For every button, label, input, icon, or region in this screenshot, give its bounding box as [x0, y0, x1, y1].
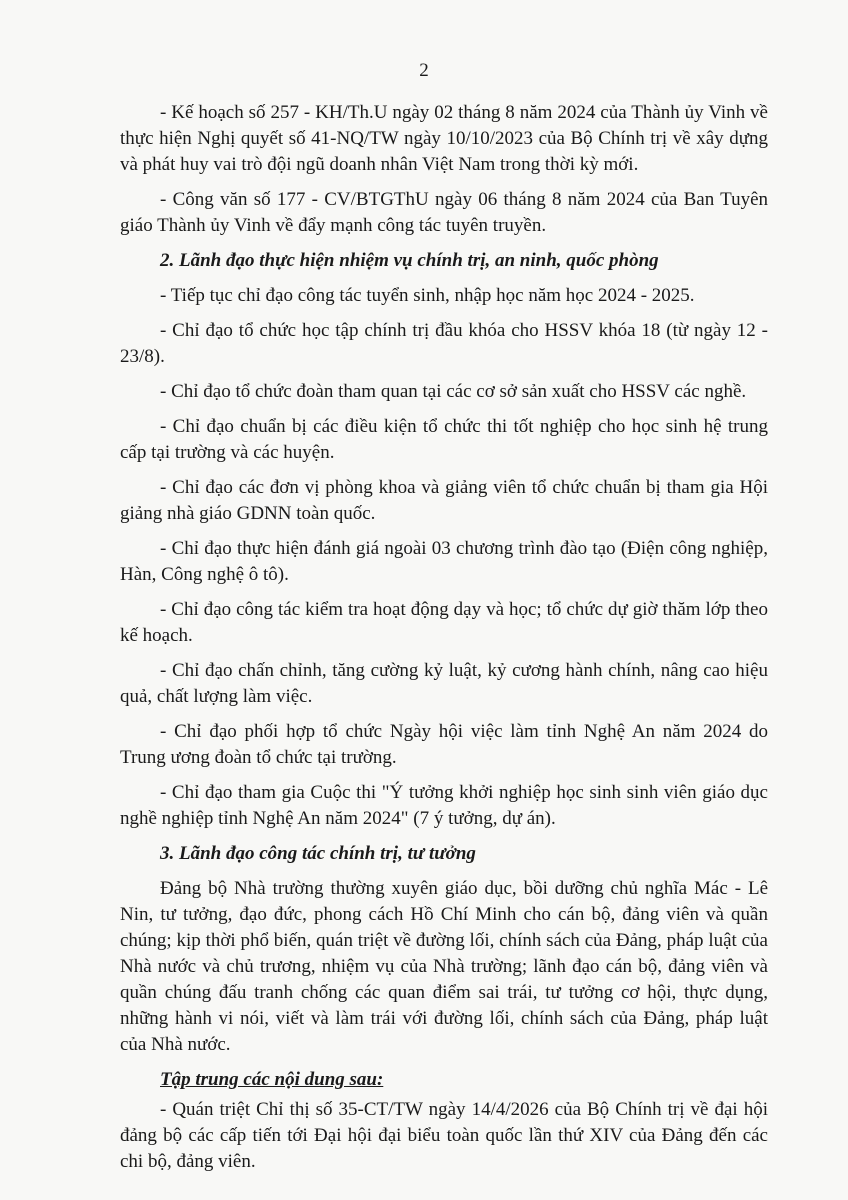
- section-number: 3.: [160, 843, 175, 864]
- list-item: - Chỉ đạo tổ chức học tập chính trị đầu khóa cho HSSV khóa 18 (từ ngày 12 - 23/8).: [120, 320, 768, 367]
- list-item: - Chỉ đạo phối hợp tổ chức Ngày hội việc làm tỉnh Nghệ An năm 2024 do Trung ương đoàn tổ chức tại trường.: [120, 721, 768, 768]
- focus-heading: Tập trung các nội dung sau:: [160, 1069, 384, 1090]
- list-item: - Chỉ đạo các đơn vị phòng khoa và giảng viên tổ chức chuẩn bị tham gia Hội giảng nhà giáo GDNN toàn quốc.: [120, 477, 768, 524]
- section-title: Lãnh đạo công tác chính trị, tư tưởng: [179, 843, 476, 864]
- paragraph: Đảng bộ Nhà trường thường xuyên giáo dục, bồi dưỡng chủ nghĩa Mác - Lê Nin, tư tưởng, đạo đức, phong cách Hồ Chí Minh cho cán bộ, đảng viên và quần chúng; kịp thời phổ biến, quán triệt về đường lối, chính sách của Đảng, pháp luật của Nhà nước và chủ trương, nhiệm vụ của Nhà trường; lãnh đạo cán bộ, đảng viên và quần chúng đấu tranh chống các quan điểm sai trái, tư tưởng cơ hội, thực dụng, những hành vi nói, viết và làm trái với đường lối, chính sách của Đảng, pháp luật của Nhà nước.: [120, 878, 768, 1055]
- list-item: - Tiếp tục chỉ đạo công tác tuyển sinh, nhập học năm học 2024 - 2025.: [160, 285, 695, 306]
- list-item: - Chỉ đạo chấn chỉnh, tăng cường kỷ luật, kỷ cương hành chính, nâng cao hiệu quả, chất lượng làm việc.: [120, 660, 768, 707]
- list-item: - Chỉ đạo tham gia Cuộc thi "Ý tưởng khởi nghiệp học sinh sinh viên giáo dục nghề nghiệp tỉnh Nghệ An năm 2024" (7 ý tưởng, dự án).: [120, 782, 768, 829]
- document-body: [120, 100, 768, 1184]
- list-item: - Quán triệt Chỉ thị số 35-CT/TW ngày 14/4/2026 của Bộ Chính trị về đại hội đảng bộ các cấp tiến tới Đại hội đại biểu toàn quốc lần thứ XIV của Đảng đến các chi bộ, đảng viên.: [120, 1099, 768, 1172]
- section-heading-2: [120, 248, 768, 274]
- list-item: - Chỉ đạo chuẩn bị các điều kiện tổ chức thi tốt nghiệp cho học sinh hệ trung cấp tại trường và các huyện.: [120, 416, 768, 463]
- list-item: - Chỉ đạo tổ chức đoàn tham quan tại các cơ sở sản xuất cho HSSV các nghề.: [160, 381, 747, 402]
- paragraph: - Kế hoạch số 257 - KH/Th.U ngày 02 tháng 8 năm 2024 của Thành ủy Vinh về thực hiện Nghị quyết số 41-NQ/TW ngày 10/10/2023 của Bộ Chính trị về xây dựng và phát huy vai trò đội ngũ doanh nhân Việt Nam trong thời kỳ mới.: [120, 102, 768, 175]
- section-heading-3: [120, 841, 768, 867]
- section-number: 2.: [160, 250, 175, 271]
- section-title: Lãnh đạo thực hiện nhiệm vụ chính trị, an ninh, quốc phòng: [179, 250, 659, 271]
- list-item: - Chỉ đạo công tác kiểm tra hoạt động dạy và học; tổ chức dự giờ thăm lớp theo kế hoạch.: [120, 599, 768, 646]
- paragraph: - Công văn số 177 - CV/BTGThU ngày 06 tháng 8 năm 2024 của Ban Tuyên giáo Thành ủy Vinh về đẩy mạnh công tác tuyên truyền.: [120, 189, 768, 236]
- page-number: 2: [419, 60, 429, 81]
- list-item: - Chỉ đạo thực hiện đánh giá ngoài 03 chương trình đào tạo (Điện công nghiệp, Hàn, Công nghệ ô tô).: [120, 538, 768, 585]
